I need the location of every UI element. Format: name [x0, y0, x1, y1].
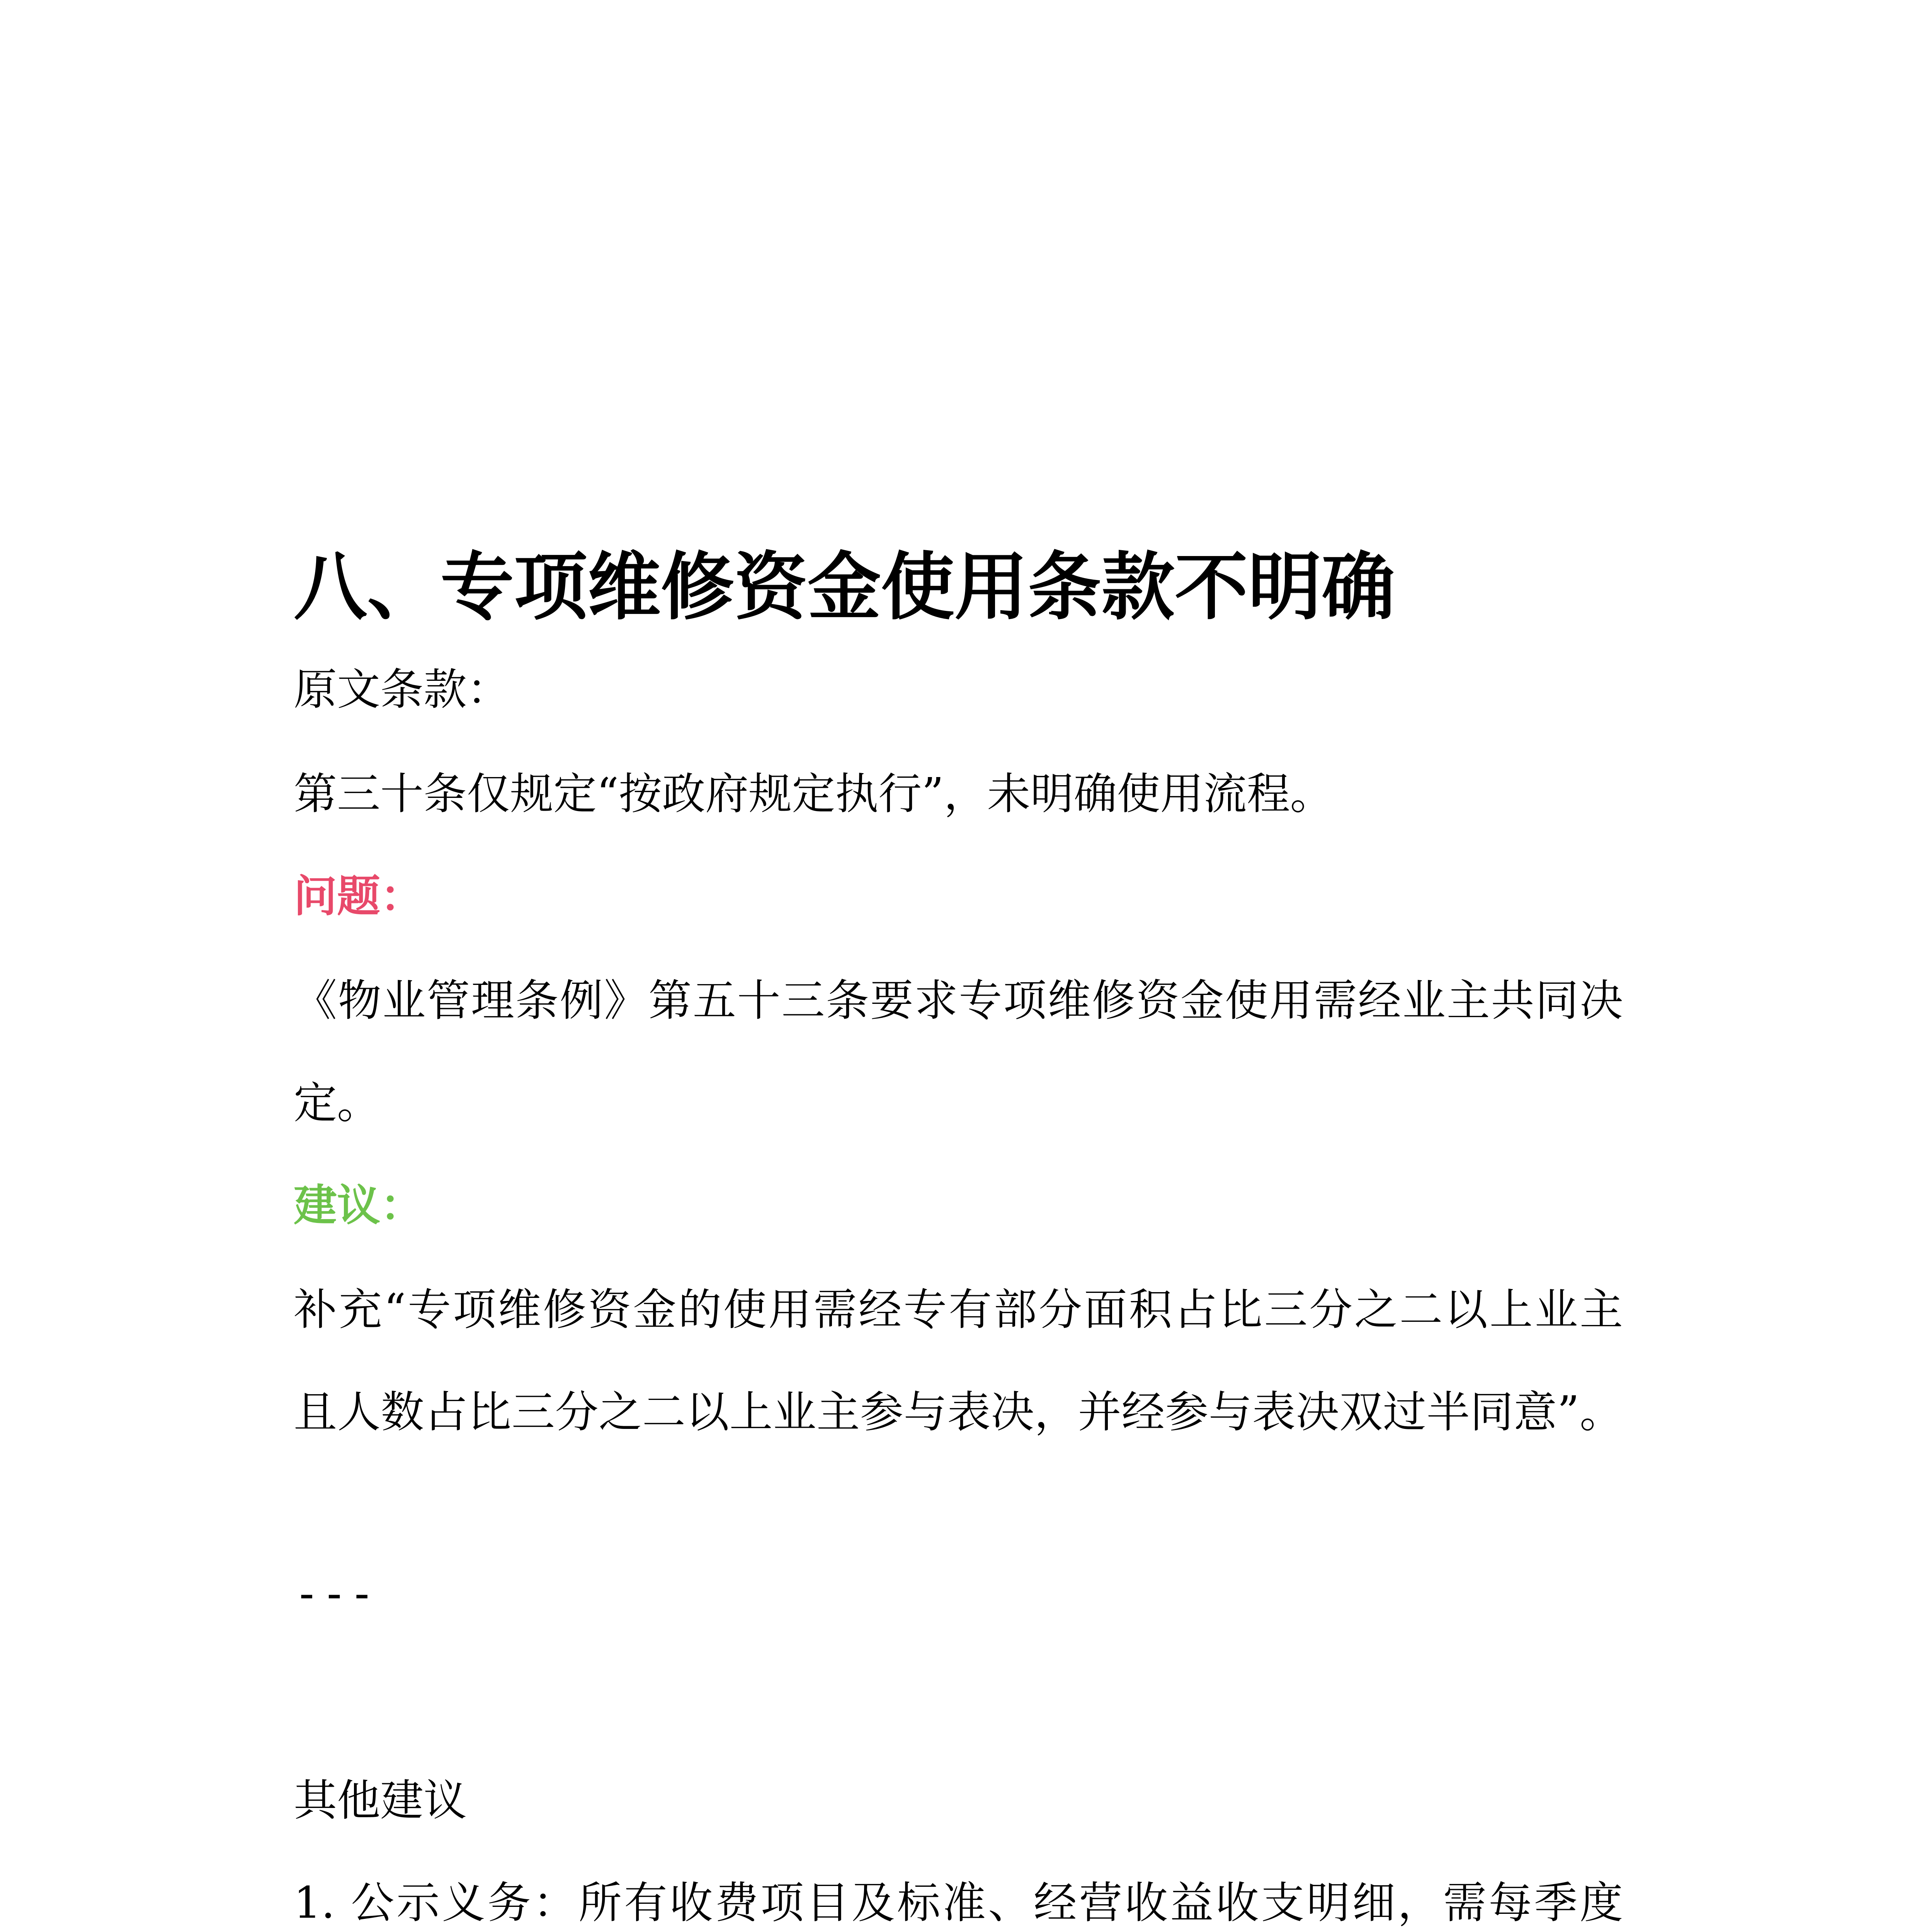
section-title: 八、专项维修资金使用条款不明确 [294, 544, 1395, 630]
suggestion-label: 建议： [294, 1180, 424, 1231]
other-suggestions-heading: 其他建议 [294, 1776, 467, 1826]
problem-text-line-1: 《物业管理条例》第五十三条要求专项维修资金使用需经业主共同决 [294, 976, 1623, 1026]
other-item-1-line-1: 1. 公示义务：所有收费项目及标准、经营收益收支明细，需每季度 [294, 1878, 1623, 1928]
separator: --- [294, 1569, 377, 1619]
original-clause-label: 原文条款： [294, 665, 510, 715]
problem-text-line-2: 定。 [294, 1078, 380, 1128]
original-clause-text: 第三十条仅规定“按政府规定执行”，未明确使用流程。 [294, 769, 1334, 819]
suggestion-text-line-2: 且人数占比三分之二以上业主参与表决，并经参与表决双过半同意”。 [294, 1387, 1623, 1437]
problem-label: 问题： [294, 871, 424, 922]
suggestion-text-line-1: 补充“专项维修资金的使用需经专有部分面积占比三分之二以上业主 [294, 1285, 1623, 1335]
